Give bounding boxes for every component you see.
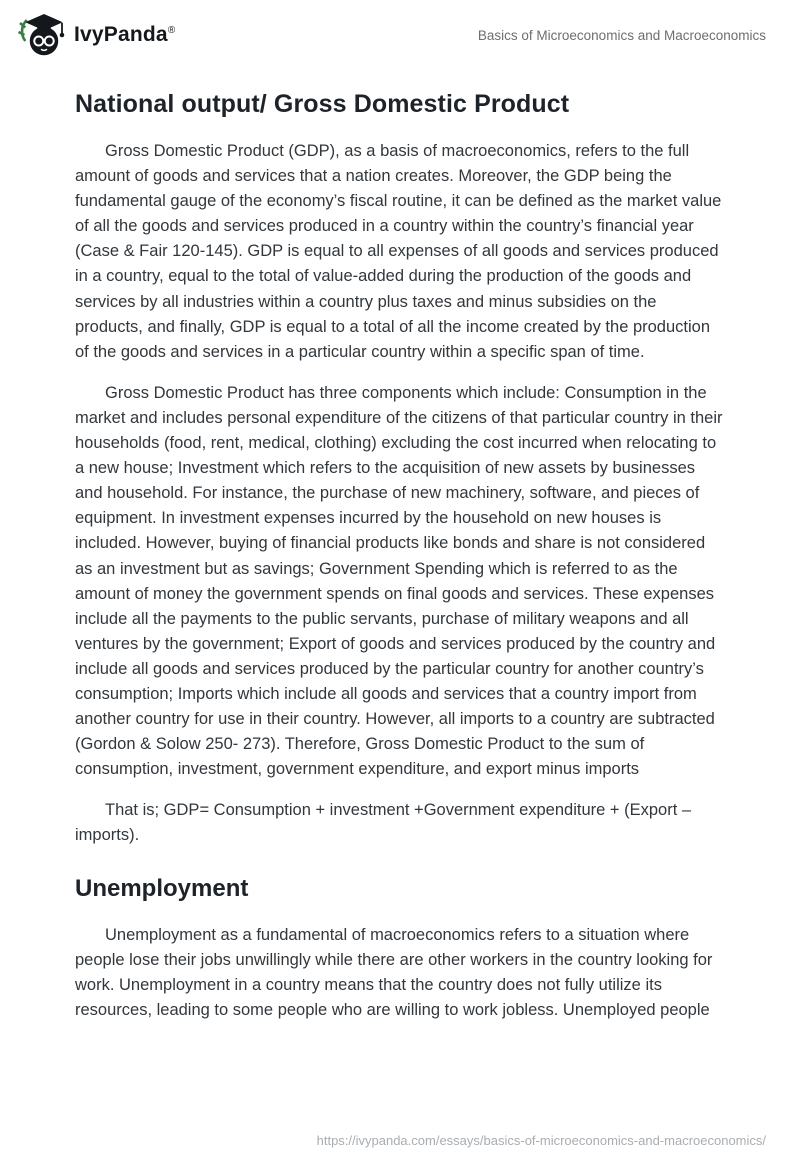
source-url: https://ivypanda.com/essays/basics-of-microeconomics-and-macroeconomics/ xyxy=(316,1133,766,1148)
ivypanda-logo[interactable] xyxy=(16,11,175,59)
ivypanda-mascot-icon xyxy=(16,11,66,59)
registered-mark: ® xyxy=(167,25,176,36)
paragraph-unemployment: Unemployment as a fundamental of macroeconomics refers to a situation where people lose their jobs unwillingly while there are other workers in the country looking for work. Unemployment in a country means that the country does not fully utilize its resources, leading to some people who are willing to work jobless. Unemployed people xyxy=(75,925,713,1019)
paragraph-gdp-components: Gross Domestic Product has three components which include: Consumption in the market and includes personal expenditure of the citizens of that particular country in their households (food, rent, medical, clothing) excluding the cost incurred when relocating to a new house; Investment which refers to the acquisition of new assets by businesses and household. For instance, the purchase of new machinery, software, and pieces of equipment. In investment expenses incurred by the household on new houses is included. However, buying of financial products like bonds and share is not considered as an investment but as savings; Government Spending which is referred to as the amount of money the government spends on final goods and services. These expenses include all the payments to the public servants, purchase of military weapons and all ventures by the government; Export of goods and services produced by the country and include all goods and services produced by the particular country for another country’s consumption; Imports which include all goods and services that a country import from another country for use in their country. However, all imports to a country are subtracted (Gordon & Solow 250- 273). Therefore, Gross Domestic Product to the sum of consumption, investment, government expenditure, and export minus imports xyxy=(75,383,723,779)
paragraph-gdp-formula: That is; GDP= Consumption + investment +Government expenditure + (Export – imports). xyxy=(75,801,692,845)
brand-name: IvyPanda® xyxy=(74,23,176,46)
document-title: Basics of Microeconomics and Macroeconomics xyxy=(477,27,766,43)
heading-unemployment: Unemployment xyxy=(75,874,249,902)
essay-content xyxy=(0,58,800,1023)
heading-national-output-gdp: National output/ Gross Domestic Product xyxy=(75,90,570,118)
page-header xyxy=(0,0,800,58)
paragraph-gdp-definition: Gross Domestic Product (GDP), as a basis of macroeconomics, refers to the full amount of goods and services that a nation creates. Moreover, the GDP being the fundamental gauge of the economy’s fiscal routine, it can be defined as the market value of all the goods and services produced in a country within the country’s financial year (Case & Fair 120-145). GDP is equal to all expenses of all goods and services produced in a country, equal to the total of value-added during the production of the goods and services by all industries within a country plus taxes and minus subsidies on the products, and finally, GDP is equal to a total of all the income created by the production of the goods and services in a particular country within a specific span of time. xyxy=(75,142,722,361)
